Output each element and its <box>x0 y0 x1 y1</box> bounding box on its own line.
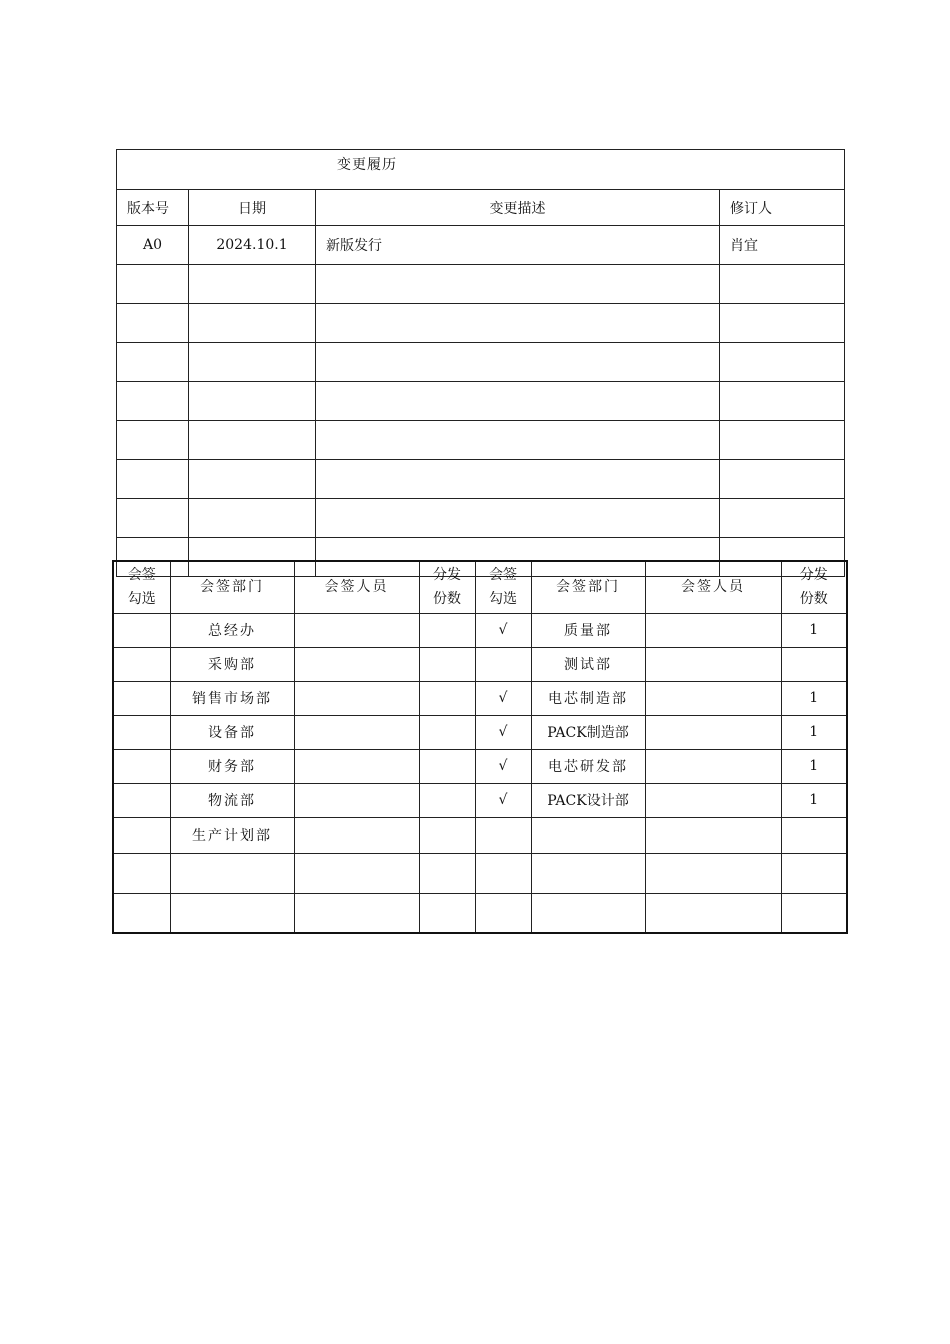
right-dept: 质量部 <box>531 613 645 647</box>
right-dept: 电芯制造部 <box>531 681 645 715</box>
right-check-cell[interactable]: √ <box>475 681 531 715</box>
empty-cell[interactable] <box>475 853 531 893</box>
left-check-cell[interactable] <box>113 715 170 749</box>
history-date: 2024.10.1 <box>189 226 316 265</box>
history-row <box>117 226 845 265</box>
right-check-cell[interactable] <box>475 647 531 681</box>
empty-cell[interactable] <box>113 853 170 893</box>
header-dept: 会签部门 <box>170 561 294 613</box>
empty-cell <box>189 382 316 421</box>
left-check-cell[interactable] <box>113 817 170 853</box>
countersign-table <box>112 560 848 934</box>
sign-header-row <box>113 561 847 613</box>
right-person-cell[interactable] <box>645 783 781 817</box>
empty-cell <box>189 460 316 499</box>
left-person-cell[interactable] <box>294 681 419 715</box>
left-person-cell[interactable] <box>294 783 419 817</box>
sign-row-empty <box>113 853 847 893</box>
empty-cell <box>117 421 189 460</box>
sign-row <box>113 715 847 749</box>
header-copies <box>419 561 475 613</box>
right-copies: 1 <box>781 681 847 715</box>
left-check-cell[interactable] <box>113 613 170 647</box>
left-copies-cell <box>419 817 475 853</box>
history-row-empty <box>117 382 845 421</box>
right-copies: 1 <box>781 749 847 783</box>
empty-cell[interactable] <box>294 893 419 933</box>
right-copies: 1 <box>781 783 847 817</box>
header-copies-text: 分发份数 <box>799 567 828 608</box>
empty-cell <box>117 382 189 421</box>
empty-cell <box>316 421 720 460</box>
left-dept: 销售市场部 <box>170 681 294 715</box>
sign-row <box>113 613 847 647</box>
empty-cell <box>419 893 475 933</box>
right-dept: PACK设计部 <box>531 783 645 817</box>
history-version: A0 <box>117 226 189 265</box>
sign-row <box>113 817 847 853</box>
history-title-row <box>117 150 845 190</box>
empty-cell[interactable] <box>113 893 170 933</box>
header-version: 版本号 <box>117 190 189 226</box>
right-person-cell[interactable] <box>645 681 781 715</box>
left-copies-cell <box>419 749 475 783</box>
empty-cell <box>720 343 845 382</box>
history-row-empty <box>117 304 845 343</box>
right-copies <box>781 647 847 681</box>
sign-row <box>113 647 847 681</box>
empty-cell <box>531 853 645 893</box>
sign-row <box>113 749 847 783</box>
history-header-row <box>117 190 845 226</box>
sign-row <box>113 783 847 817</box>
empty-cell[interactable] <box>645 853 781 893</box>
right-dept: 电芯研发部 <box>531 749 645 783</box>
right-person-cell[interactable] <box>645 749 781 783</box>
header-person: 会签人员 <box>645 561 781 613</box>
right-dept <box>531 817 645 853</box>
empty-cell <box>781 853 847 893</box>
empty-cell <box>720 304 845 343</box>
empty-cell <box>720 265 845 304</box>
header-check <box>113 561 170 613</box>
left-dept: 财务部 <box>170 749 294 783</box>
empty-cell <box>531 893 645 933</box>
empty-cell <box>316 382 720 421</box>
right-person-cell[interactable] <box>645 817 781 853</box>
left-dept: 采购部 <box>170 647 294 681</box>
empty-cell <box>316 460 720 499</box>
right-person-cell[interactable] <box>645 715 781 749</box>
left-person-cell[interactable] <box>294 647 419 681</box>
empty-cell <box>720 382 845 421</box>
empty-cell <box>189 304 316 343</box>
empty-cell <box>189 421 316 460</box>
left-person-cell[interactable] <box>294 715 419 749</box>
right-check-cell[interactable]: √ <box>475 613 531 647</box>
empty-cell <box>189 343 316 382</box>
left-person-cell[interactable] <box>294 749 419 783</box>
empty-cell <box>117 499 189 538</box>
empty-cell <box>117 343 189 382</box>
empty-cell <box>720 460 845 499</box>
history-row-empty <box>117 460 845 499</box>
header-dept: 会签部门 <box>531 561 645 613</box>
left-dept: 物流部 <box>170 783 294 817</box>
empty-cell <box>720 421 845 460</box>
empty-cell <box>419 853 475 893</box>
history-reviser: 肖宜 <box>720 226 845 265</box>
left-check-cell[interactable] <box>113 749 170 783</box>
left-dept: 设备部 <box>170 715 294 749</box>
empty-cell <box>316 343 720 382</box>
empty-cell <box>316 265 720 304</box>
left-check-cell[interactable] <box>113 681 170 715</box>
empty-cell <box>316 499 720 538</box>
empty-cell <box>170 893 294 933</box>
header-check-text: 会签勾选 <box>127 567 156 608</box>
header-reviser: 修订人 <box>720 190 845 226</box>
right-check-cell[interactable] <box>475 817 531 853</box>
right-dept: 测试部 <box>531 647 645 681</box>
history-row-empty <box>117 421 845 460</box>
header-copies-text: 分发份数 <box>433 567 461 608</box>
history-title: 变更履历 <box>337 157 397 173</box>
header-check <box>475 561 531 613</box>
empty-cell <box>117 460 189 499</box>
right-copies <box>781 817 847 853</box>
right-copies: 1 <box>781 715 847 749</box>
left-check-cell[interactable] <box>113 783 170 817</box>
history-description: 新版发行 <box>316 226 720 265</box>
empty-cell[interactable] <box>475 893 531 933</box>
right-copies: 1 <box>781 613 847 647</box>
left-copies-cell <box>419 647 475 681</box>
right-check-cell[interactable]: √ <box>475 749 531 783</box>
change-history-table <box>116 149 845 577</box>
empty-cell <box>720 499 845 538</box>
header-check-text: 会签勾选 <box>489 567 517 608</box>
sign-row <box>113 681 847 715</box>
empty-cell <box>117 304 189 343</box>
empty-cell <box>316 304 720 343</box>
empty-cell <box>189 499 316 538</box>
right-check-cell[interactable]: √ <box>475 783 531 817</box>
empty-cell[interactable] <box>645 893 781 933</box>
left-person-cell[interactable] <box>294 613 419 647</box>
left-copies-cell <box>419 715 475 749</box>
empty-cell <box>170 853 294 893</box>
left-copies-cell <box>419 613 475 647</box>
sign-row-empty <box>113 893 847 933</box>
right-check-cell[interactable]: √ <box>475 715 531 749</box>
header-description: 变更描述 <box>316 190 720 226</box>
header-person: 会签人员 <box>294 561 419 613</box>
left-copies-cell <box>419 681 475 715</box>
left-dept: 生产计划部 <box>170 817 294 853</box>
right-person-cell[interactable] <box>645 613 781 647</box>
empty-cell[interactable] <box>294 853 419 893</box>
history-row-empty <box>117 499 845 538</box>
right-dept: PACK制造部 <box>531 715 645 749</box>
history-row-empty <box>117 343 845 382</box>
left-copies-cell <box>419 783 475 817</box>
empty-cell <box>781 893 847 933</box>
header-date: 日期 <box>189 190 316 226</box>
left-person-cell[interactable] <box>294 817 419 853</box>
right-person-cell[interactable] <box>645 647 781 681</box>
left-dept: 总经办 <box>170 613 294 647</box>
header-copies <box>781 561 847 613</box>
empty-cell <box>189 265 316 304</box>
empty-cell <box>117 265 189 304</box>
left-check-cell[interactable] <box>113 647 170 681</box>
history-row-empty <box>117 265 845 304</box>
history-title-cell <box>117 150 845 190</box>
